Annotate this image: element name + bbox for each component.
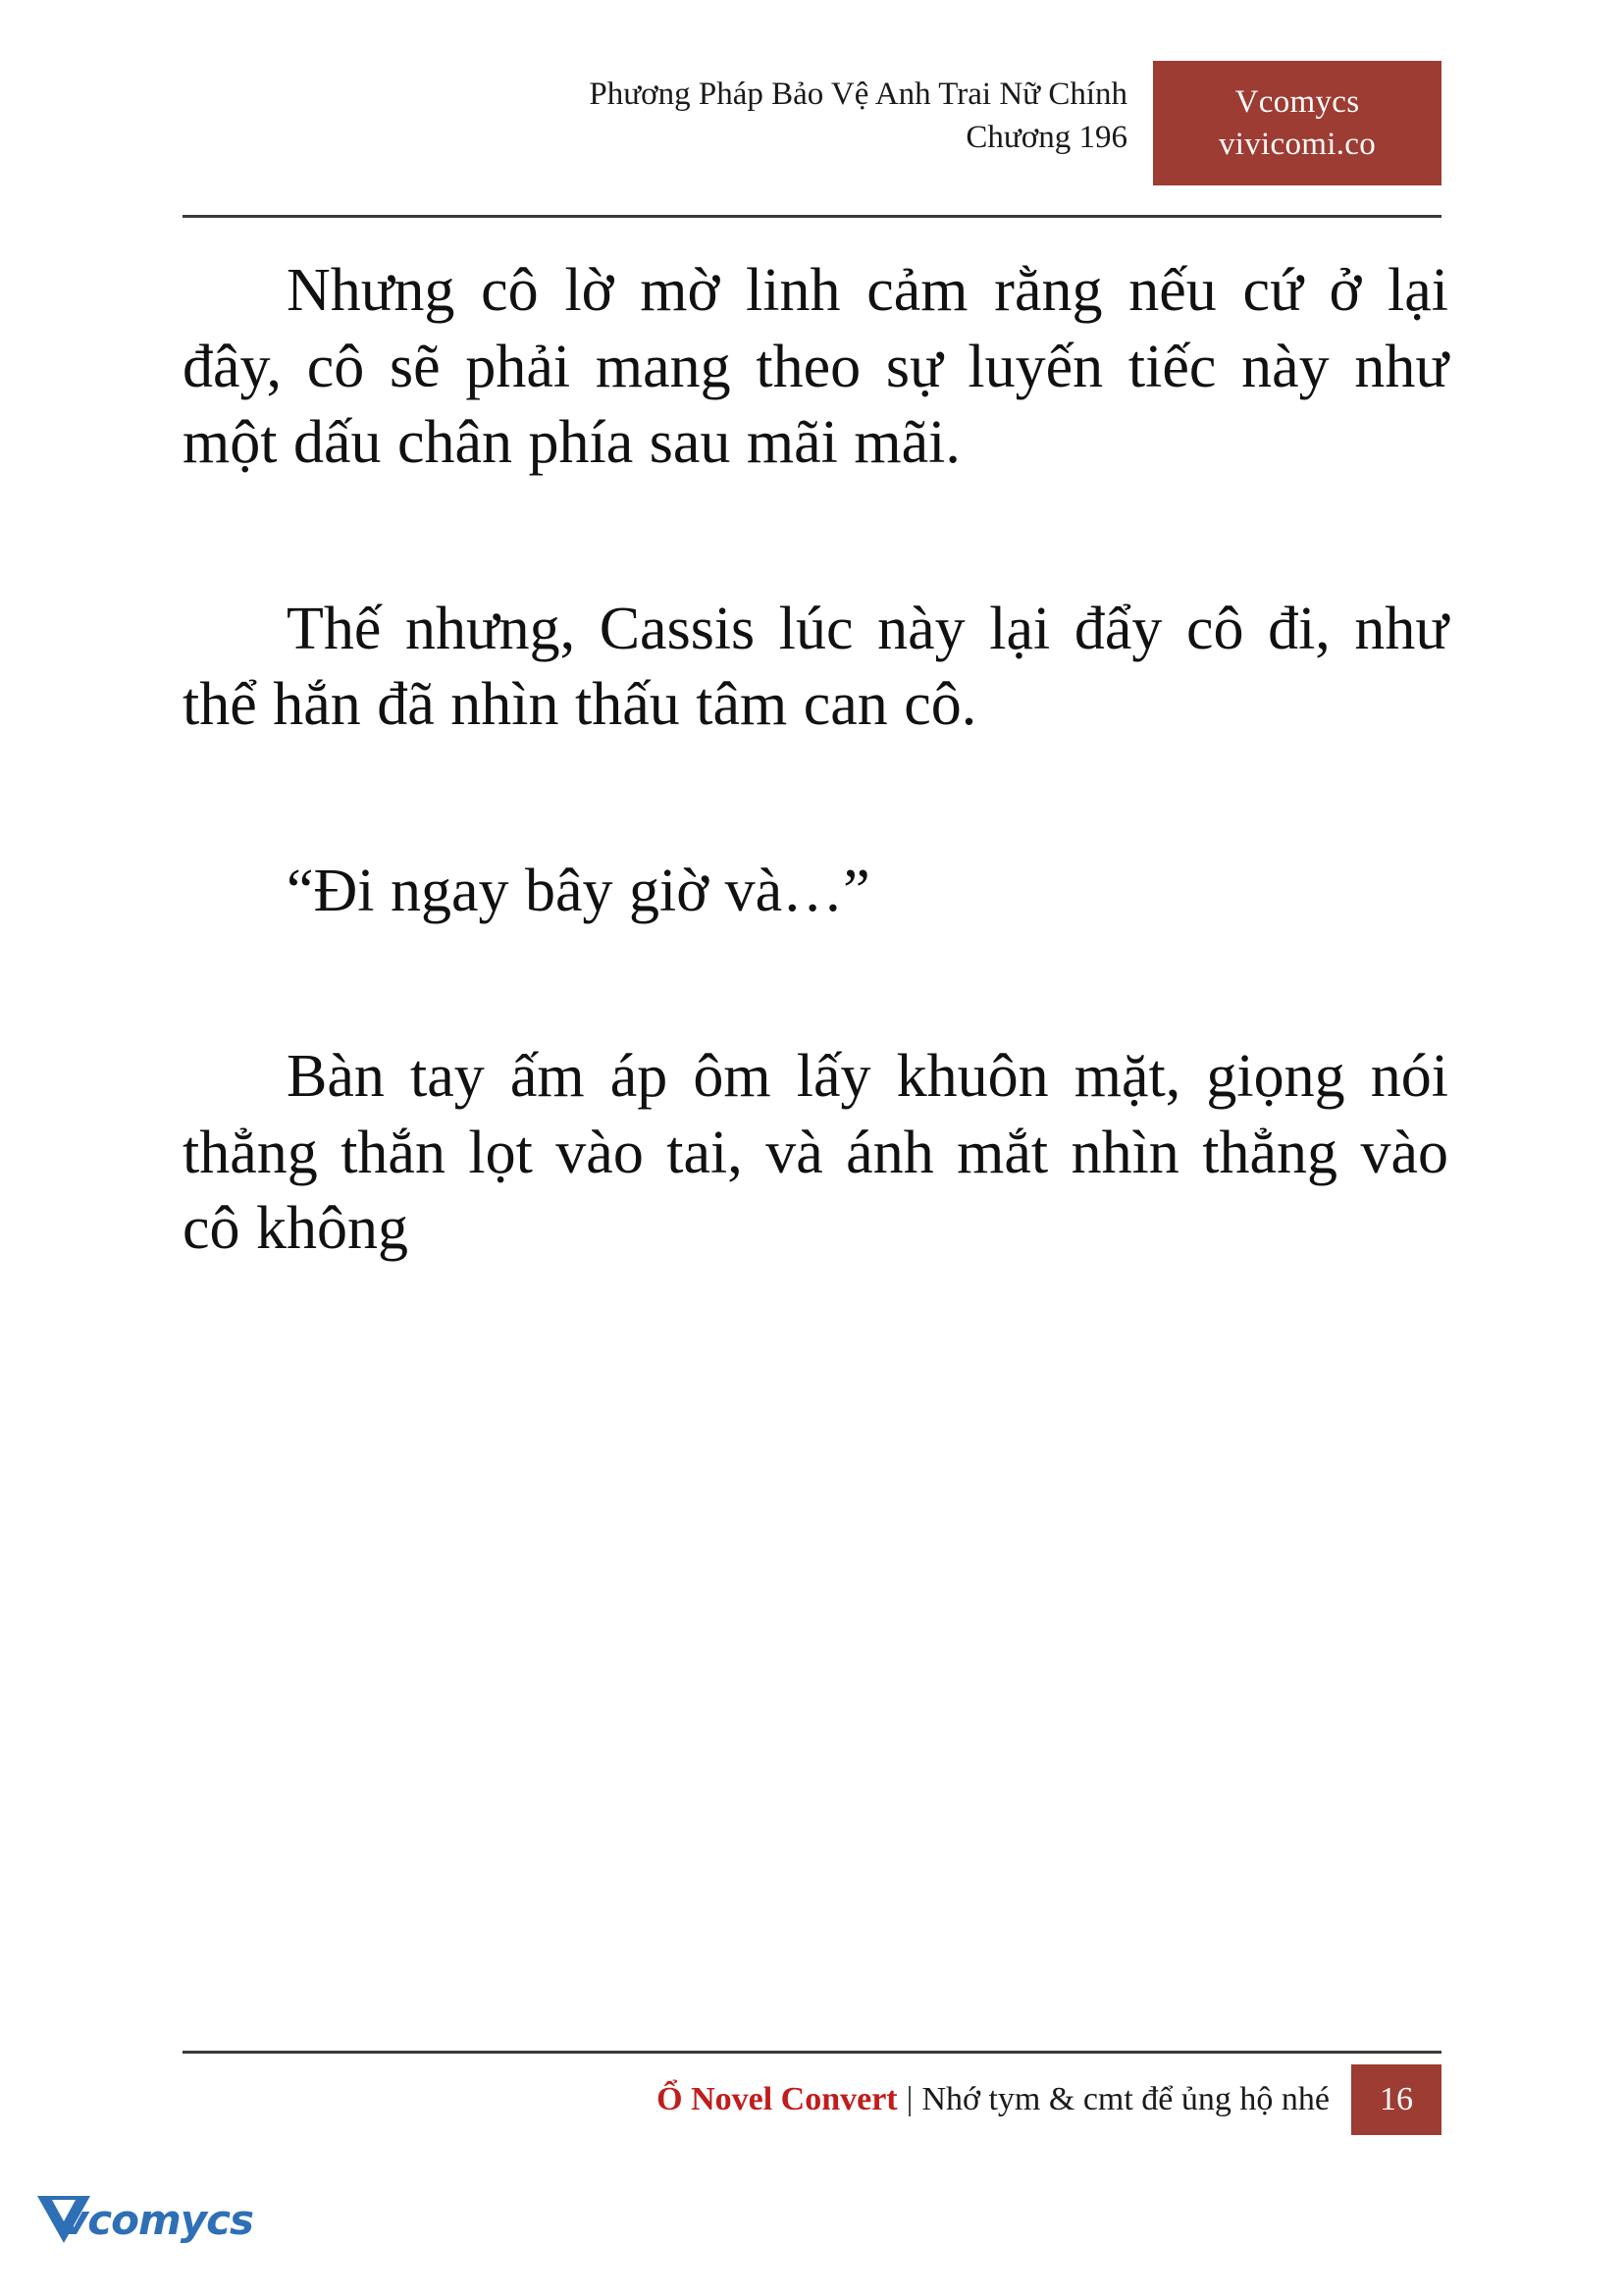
paragraph: “Đi ngay bây giờ và…” xyxy=(287,857,870,924)
site-badge xyxy=(1153,61,1441,185)
footer-content xyxy=(656,2064,1441,2135)
page-header xyxy=(183,74,1441,206)
page-footer xyxy=(183,2064,1441,2135)
footer-note: Nhớ tym & cmt để ủng hộ nhé xyxy=(921,2081,1330,2117)
watermark-label: vcomycs xyxy=(61,2195,253,2244)
paragraph: Bàn tay ấm áp ôm lấy khuôn mặt, giọng nói thẳng thắn lọt vào tai, và ánh mắt nhìn thẳng vào cô không xyxy=(183,1043,1448,1262)
footer-brand: Ổ Novel Convert xyxy=(656,2081,898,2117)
site-badge-url: vivicomi.co xyxy=(1218,126,1377,162)
watermark-logo xyxy=(37,2180,253,2259)
footer-separator: | xyxy=(906,2081,914,2117)
paragraph: Nhưng cô lờ mờ linh cảm rằng nếu cứ ở lại đây, cô sẽ phải mang theo sự luyến tiếc này như một dấu chân phía sau mãi mãi. xyxy=(183,257,1448,476)
header-title-block xyxy=(589,74,1127,159)
site-badge-name: Vcomycs xyxy=(1234,83,1360,120)
page-number: 16 xyxy=(1351,2064,1441,2135)
vcomycs-logo-icon xyxy=(37,2196,56,2243)
page-title: Phương Pháp Bảo Vệ Anh Trai Nữ Chính xyxy=(589,77,1127,112)
page-content xyxy=(183,253,1448,1268)
chapter-label: Chương 196 xyxy=(966,119,1127,155)
header-divider xyxy=(183,215,1441,218)
footer-divider xyxy=(183,2051,1441,2054)
paragraph: Thế nhưng, Cassis lúc này lại đẩy cô đi, như thể hắn đã nhìn thấu tâm can cô. xyxy=(183,595,1448,738)
